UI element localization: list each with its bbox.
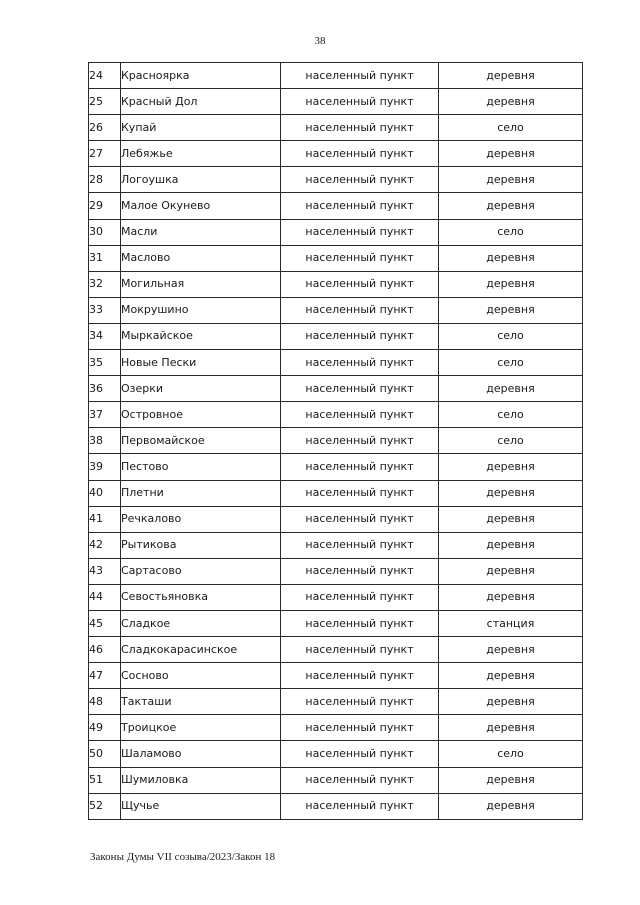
table-row [89,193,583,219]
settlement-type: населенный пункт [281,637,439,663]
settlement-name: Троицкое [121,715,281,741]
row-number: 52 [89,793,121,819]
settlement-type: населенный пункт [281,480,439,506]
row-number: 34 [89,323,121,349]
settlement-type: населенный пункт [281,741,439,767]
settlement-kind: деревня [439,558,583,584]
settlement-name: Сладкое [121,610,281,636]
table-row [89,350,583,376]
settlement-name: Озерки [121,376,281,402]
settlement-type: населенный пункт [281,350,439,376]
row-number: 43 [89,558,121,584]
row-number: 31 [89,245,121,271]
settlement-name: Красный Дол [121,89,281,115]
table-row [89,506,583,532]
row-number: 28 [89,167,121,193]
table-row [89,454,583,480]
settlement-kind: деревня [439,506,583,532]
row-number: 36 [89,376,121,402]
settlement-name: Плетни [121,480,281,506]
table-row [89,219,583,245]
settlement-name: Новые Пески [121,350,281,376]
row-number: 41 [89,506,121,532]
row-number: 51 [89,767,121,793]
settlement-name: Логоушка [121,167,281,193]
row-number: 30 [89,219,121,245]
settlement-type: населенный пункт [281,610,439,636]
settlement-name: Речкалово [121,506,281,532]
table-row [89,323,583,349]
settlement-kind: деревня [439,480,583,506]
row-number: 39 [89,454,121,480]
row-number: 29 [89,193,121,219]
table-row [89,558,583,584]
table-row [89,741,583,767]
settlement-kind: село [439,350,583,376]
row-number: 46 [89,637,121,663]
row-number: 44 [89,584,121,610]
page-number: 38 [314,35,326,47]
settlement-type: населенный пункт [281,428,439,454]
table-row [89,402,583,428]
settlement-name: Севостьяновка [121,584,281,610]
table-row [89,167,583,193]
settlement-kind: деревня [439,245,583,271]
table-row [89,271,583,297]
settlement-kind: деревня [439,689,583,715]
settlement-kind: село [439,741,583,767]
table-row [89,428,583,454]
table-row [89,532,583,558]
settlement-kind: деревня [439,715,583,741]
table-row [89,245,583,271]
table-row [89,584,583,610]
table-row [89,89,583,115]
settlement-name: Шаламово [121,741,281,767]
settlement-name: Сартасово [121,558,281,584]
row-number: 50 [89,741,121,767]
settlement-name: Масли [121,219,281,245]
settlement-type: населенный пункт [281,689,439,715]
settlement-type: населенный пункт [281,558,439,584]
settlement-type: населенный пункт [281,115,439,141]
row-number: 33 [89,297,121,323]
settlement-name: Могильная [121,271,281,297]
row-number: 24 [89,63,121,89]
table-row [89,115,583,141]
settlement-kind: станция [439,610,583,636]
settlement-type: населенный пункт [281,793,439,819]
settlement-type: населенный пункт [281,506,439,532]
settlement-kind: деревня [439,584,583,610]
settlement-type: населенный пункт [281,141,439,167]
table-row [89,767,583,793]
settlement-type: населенный пункт [281,219,439,245]
table-row [89,663,583,689]
settlements-table-body [89,63,583,820]
row-number: 45 [89,610,121,636]
settlement-kind: деревня [439,376,583,402]
settlement-name: Шумиловка [121,767,281,793]
settlement-kind: деревня [439,793,583,819]
settlement-type: населенный пункт [281,767,439,793]
settlement-type: населенный пункт [281,245,439,271]
settlement-kind: село [439,219,583,245]
row-number: 37 [89,402,121,428]
settlement-type: населенный пункт [281,271,439,297]
row-number: 42 [89,532,121,558]
row-number: 32 [89,271,121,297]
settlement-name: Первомайское [121,428,281,454]
document-footer: Законы Думы VII созыва/2023/Закон 18 [90,851,276,863]
settlement-name: Мыркайское [121,323,281,349]
settlement-kind: деревня [439,532,583,558]
settlement-kind: деревня [439,454,583,480]
settlement-name: Щучье [121,793,281,819]
settlement-kind: деревня [439,63,583,89]
settlement-type: населенный пункт [281,663,439,689]
settlement-type: населенный пункт [281,89,439,115]
row-number: 47 [89,663,121,689]
row-number: 26 [89,115,121,141]
row-number: 38 [89,428,121,454]
settlement-kind: деревня [439,767,583,793]
settlement-type: населенный пункт [281,376,439,402]
settlement-name: Пестово [121,454,281,480]
table-row [89,715,583,741]
settlement-name: Лебяжье [121,141,281,167]
settlement-kind: деревня [439,141,583,167]
settlement-type: населенный пункт [281,584,439,610]
settlement-type: населенный пункт [281,402,439,428]
settlement-kind: деревня [439,193,583,219]
settlement-type: населенный пункт [281,297,439,323]
settlement-name: Островное [121,402,281,428]
settlements-table [88,62,583,820]
settlement-name: Красноярка [121,63,281,89]
settlement-name: Такташи [121,689,281,715]
table-row [89,376,583,402]
settlement-kind: деревня [439,637,583,663]
settlement-type: населенный пункт [281,167,439,193]
table-row [89,63,583,89]
settlement-kind: деревня [439,89,583,115]
row-number: 49 [89,715,121,741]
settlement-type: населенный пункт [281,63,439,89]
settlement-name: Сосново [121,663,281,689]
settlement-type: населенный пункт [281,532,439,558]
settlement-name: Мокрушино [121,297,281,323]
table-row [89,793,583,819]
table-row [89,141,583,167]
settlement-name: Рытикова [121,532,281,558]
settlement-kind: деревня [439,663,583,689]
settlement-type: населенный пункт [281,715,439,741]
table-row [89,689,583,715]
table-row [89,610,583,636]
settlement-kind: деревня [439,167,583,193]
table-row [89,480,583,506]
settlement-name: Купай [121,115,281,141]
table-row [89,297,583,323]
settlement-kind: село [439,115,583,141]
row-number: 25 [89,89,121,115]
table-row [89,637,583,663]
settlement-kind: село [439,402,583,428]
row-number: 40 [89,480,121,506]
settlement-kind: деревня [439,297,583,323]
settlement-kind: деревня [439,271,583,297]
row-number: 48 [89,689,121,715]
settlement-type: населенный пункт [281,323,439,349]
settlement-name: Маслово [121,245,281,271]
settlement-name: Сладкокарасинское [121,637,281,663]
settlement-type: населенный пункт [281,193,439,219]
settlement-name: Малое Окунево [121,193,281,219]
settlement-kind: село [439,428,583,454]
row-number: 35 [89,350,121,376]
settlement-kind: село [439,323,583,349]
row-number: 27 [89,141,121,167]
settlement-type: населенный пункт [281,454,439,480]
